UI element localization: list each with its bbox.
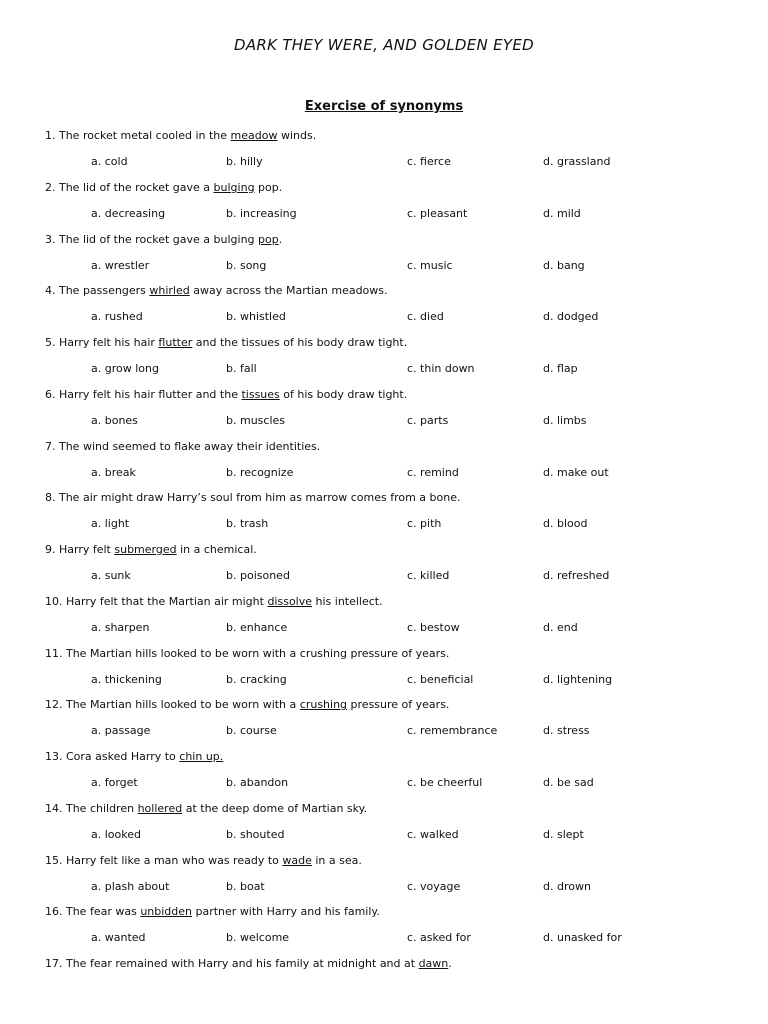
question-text: 3. The lid of the rocket gave a bulging xyxy=(45,232,259,246)
option-d: d. make out xyxy=(543,465,609,479)
option-b: b. welcome xyxy=(226,931,290,945)
option-a: a. passage xyxy=(91,724,151,738)
question-text: 11. The Martian hills looked to be worn with a crushing pressure of years. xyxy=(45,646,450,660)
answer-options xyxy=(0,775,768,791)
question-stem xyxy=(45,801,367,817)
question-item xyxy=(0,853,768,905)
option-c: c. voyage xyxy=(407,879,461,893)
answer-options xyxy=(0,413,768,429)
target-word: wade xyxy=(282,853,312,867)
option-d: d. mild xyxy=(543,206,581,220)
answer-options xyxy=(0,154,768,170)
option-b: b. enhance xyxy=(226,620,288,634)
question-text: 9. Harry felt xyxy=(45,543,115,556)
question-text-end: pop. xyxy=(254,180,283,194)
target-word: tissues xyxy=(241,387,280,401)
option-c: c. killed xyxy=(407,569,450,582)
question-item xyxy=(0,128,768,180)
question-text: 16. The fear was xyxy=(45,905,141,919)
option-d: d. stress xyxy=(543,724,590,738)
option-b: b. boat xyxy=(226,879,265,893)
question-stem xyxy=(45,956,452,972)
question-item xyxy=(0,283,768,335)
question-item xyxy=(0,387,768,439)
option-a: a. cold xyxy=(91,155,128,168)
question-item xyxy=(0,594,768,646)
answer-options xyxy=(0,723,768,739)
target-word: bulging xyxy=(213,180,255,194)
option-c: c. thin down xyxy=(407,362,475,375)
option-b: b. abandon xyxy=(226,776,289,789)
question-text-end: pressure of years. xyxy=(347,698,450,712)
question-item xyxy=(0,697,768,749)
answer-options xyxy=(0,516,768,532)
question-item xyxy=(0,232,768,284)
option-a: a. sharpen xyxy=(91,620,150,634)
target-word: whirled xyxy=(149,284,190,298)
question-stem xyxy=(45,283,388,299)
answer-options xyxy=(0,930,768,946)
option-b: b. recognize xyxy=(226,465,294,479)
question-text: 10. Harry felt that the Martian air might xyxy=(45,594,268,608)
question-stem xyxy=(45,180,282,196)
option-d: d. blood xyxy=(543,517,588,531)
question-text-end: and the tissues of his body draw tight. xyxy=(192,336,408,349)
answer-options xyxy=(0,309,768,325)
option-b: b. whistled xyxy=(226,310,286,324)
option-c: c. music xyxy=(407,258,453,272)
option-c: c. pleasant xyxy=(407,206,468,220)
answer-options xyxy=(0,568,768,584)
target-word: dissolve xyxy=(267,594,313,608)
question-text: 2. The lid of the rocket gave a xyxy=(45,180,214,194)
option-c: c. fierce xyxy=(407,155,451,168)
option-b: b. muscles xyxy=(226,413,285,427)
question-text: 13. Cora asked Harry to xyxy=(45,750,180,763)
option-b: b. fall xyxy=(226,362,257,375)
question-stem xyxy=(45,904,380,920)
answer-options xyxy=(0,206,768,222)
question-item xyxy=(0,439,768,491)
option-b: b. hilly xyxy=(226,155,263,168)
option-b: b. course xyxy=(226,724,277,738)
question-text-end: . xyxy=(448,957,452,970)
question-stem xyxy=(45,335,407,351)
option-d: d. dodged xyxy=(543,310,599,324)
option-b: b. song xyxy=(226,258,267,272)
option-c: c. asked for xyxy=(407,931,471,945)
question-item xyxy=(0,542,768,594)
question-stem xyxy=(45,697,449,713)
option-c: c. beneficial xyxy=(407,672,474,686)
answer-options xyxy=(0,465,768,481)
exercise-heading: Exercise of synonyms xyxy=(304,99,464,114)
option-d: d. be sad xyxy=(543,776,594,789)
option-c: c. be cheerful xyxy=(407,776,483,789)
option-b: b. poisoned xyxy=(226,569,290,582)
option-d: d. bang xyxy=(543,258,585,272)
target-word: chin up. xyxy=(179,750,224,763)
question-text: 4. The passengers xyxy=(45,284,150,298)
target-word: unbidden xyxy=(140,905,192,919)
question-text-end: in a sea. xyxy=(311,853,362,867)
question-text: 15. Harry felt like a man who was ready to xyxy=(45,853,283,867)
question-item xyxy=(0,335,768,387)
question-text-end: in a chemical. xyxy=(176,543,257,556)
question-stem xyxy=(45,853,362,869)
option-d: d. lightening xyxy=(543,672,613,686)
target-word: meadow xyxy=(230,129,278,142)
target-word: flutter xyxy=(158,336,193,349)
question-stem xyxy=(45,128,316,144)
document-title: DARK THEY WERE, AND GOLDEN EYED xyxy=(233,36,534,54)
question-stem xyxy=(45,439,320,455)
target-word: pop xyxy=(258,232,279,246)
answer-options xyxy=(0,361,768,377)
option-c: c. walked xyxy=(407,827,459,841)
option-d: d. drown xyxy=(543,879,591,893)
option-b: b. shouted xyxy=(226,827,285,841)
question-text-end: winds. xyxy=(277,129,317,142)
target-word: submerged xyxy=(114,543,177,556)
question-item xyxy=(0,801,768,853)
target-word: hollered xyxy=(137,801,183,815)
option-d: d. end xyxy=(543,620,578,634)
option-c: c. pith xyxy=(407,517,442,531)
question-item xyxy=(0,749,768,801)
answer-options xyxy=(0,672,768,688)
answer-options xyxy=(0,827,768,843)
option-c: c. remembrance xyxy=(407,724,498,738)
question-stem xyxy=(45,594,383,610)
question-text-end: at the deep dome of Martian sky. xyxy=(182,801,368,815)
question-text-end: away across the Martian meadows. xyxy=(189,284,388,298)
question-text: 5. Harry felt his hair xyxy=(45,336,159,349)
option-c: c. died xyxy=(407,310,444,324)
question-text: 17. The fear remained with Harry and his family at midnight and at xyxy=(45,957,419,970)
option-d: d. limbs xyxy=(543,413,587,427)
option-a: a. sunk xyxy=(91,569,131,582)
option-d: d. grassland xyxy=(543,155,611,168)
question-stem xyxy=(45,387,407,403)
question-item xyxy=(0,904,768,956)
question-text: 6. Harry felt his hair flutter and the xyxy=(45,387,242,401)
option-b: b. trash xyxy=(226,517,269,531)
question-list xyxy=(0,128,768,1008)
question-text-end: his intellect. xyxy=(312,594,383,608)
question-item xyxy=(0,646,768,698)
question-stem xyxy=(45,232,282,248)
option-a: a. light xyxy=(91,517,130,531)
option-a: a. wanted xyxy=(91,931,146,945)
option-d: d. flap xyxy=(543,362,578,375)
question-stem xyxy=(45,490,460,506)
question-item xyxy=(0,490,768,542)
answer-options xyxy=(0,258,768,274)
option-a: a. plash about xyxy=(91,879,170,893)
target-word: dawn xyxy=(418,957,449,970)
answer-options xyxy=(0,620,768,636)
question-text: 7. The wind seemed to flake away their identities. xyxy=(45,439,321,453)
option-a: a. looked xyxy=(91,827,141,841)
question-text: 14. The children xyxy=(45,801,138,815)
option-c: c. remind xyxy=(407,465,459,479)
option-c: c. parts xyxy=(407,413,449,427)
question-text: 12. The Martian hills looked to be worn with a xyxy=(45,698,300,712)
question-item xyxy=(0,180,768,232)
option-a: a. forget xyxy=(91,776,138,789)
option-c: c. bestow xyxy=(407,620,460,634)
option-d: d. slept xyxy=(543,827,584,841)
question-text: 1. The rocket metal cooled in the xyxy=(45,129,231,142)
answer-options xyxy=(0,879,768,895)
option-d: d. refreshed xyxy=(543,569,610,582)
option-a: a. thickening xyxy=(91,672,162,686)
option-d: d. unasked for xyxy=(543,931,622,945)
question-item xyxy=(0,956,768,1008)
option-a: a. decreasing xyxy=(91,206,166,220)
question-stem xyxy=(45,749,223,765)
option-a: a. wrestler xyxy=(91,258,150,272)
option-a: a. bones xyxy=(91,413,138,427)
target-word: crushing xyxy=(299,698,348,712)
option-b: b. cracking xyxy=(226,672,287,686)
question-text-end: of his body draw tight. xyxy=(279,387,408,401)
option-b: b. increasing xyxy=(226,206,297,220)
question-text-end: . xyxy=(278,232,283,246)
option-a: a. grow long xyxy=(91,362,159,375)
question-stem xyxy=(45,646,449,662)
question-text-end: partner with Harry and his family. xyxy=(192,905,380,919)
question-stem xyxy=(45,542,257,558)
option-a: a. rushed xyxy=(91,310,143,324)
option-a: a. break xyxy=(91,465,136,479)
question-text: 8. The air might draw Harry’s soul from him as marrow comes from a bone. xyxy=(45,491,461,505)
